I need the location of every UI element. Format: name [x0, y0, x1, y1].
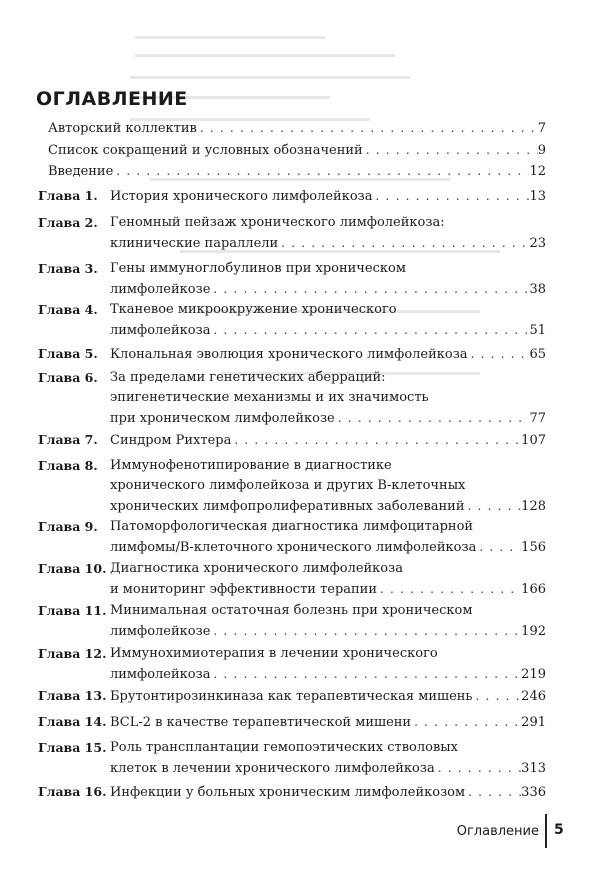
entry-title-line: Роль трансплантации гемопоэтических стволовых — [110, 740, 458, 755]
chapter-number: Глава 6. — [38, 370, 98, 385]
entry-title-line: Иммунофенотипирование в диагностике — [110, 458, 392, 473]
dot-leader — [278, 233, 529, 253]
entry-page-number: 107 — [521, 433, 546, 448]
chapter-number: Глава 10. — [38, 561, 107, 576]
entry-title-line: эпигенетические механизмы и их значимость — [110, 390, 429, 405]
dot-leader — [363, 140, 538, 160]
chapter-number: Глава 1. — [38, 188, 98, 203]
entry-title-line: и мониторинг эффективности терапии — [110, 582, 378, 597]
dot-leader — [335, 408, 530, 428]
footer-divider — [545, 814, 547, 848]
entry-title-line: Диагностика хронического лимфолейкоза — [110, 561, 403, 576]
dot-leader — [476, 537, 521, 557]
chapter-number: Глава 14. — [38, 714, 107, 729]
entry-page-number: 51 — [529, 323, 546, 338]
page-title: ОГЛАВЛЕНИЕ — [36, 88, 188, 110]
entry-title-line: Геномный пейзаж хронического лимфолейкоза: — [110, 215, 445, 230]
chapter-number: Глава 16. — [38, 784, 107, 799]
dot-leader — [210, 621, 521, 641]
entry-title-line: Список сокращений и условных обозначений — [48, 143, 363, 158]
dot-leader — [373, 186, 530, 206]
chapter-number: Глава 13. — [38, 688, 107, 703]
chapter-number: Глава 12. — [38, 646, 107, 661]
entry-title-line: хронических лимфопролиферативных заболеваний — [110, 499, 465, 514]
dot-leader — [468, 344, 530, 364]
entry-title-line: лимфолейкозе — [110, 282, 211, 297]
entry-title-line: Введение — [48, 164, 114, 179]
dot-leader — [377, 579, 521, 599]
entry-page-number: 219 — [521, 667, 546, 682]
entry-page-number: 9 — [537, 143, 546, 158]
dot-leader — [210, 664, 521, 684]
chapter-number: Глава 2. — [38, 215, 98, 230]
chapter-number: Глава 4. — [38, 302, 98, 317]
entry-title-line: при хроническом лимфолейкозе — [110, 411, 335, 426]
entry-title-line: Иммунохимиотерапия в лечении хронического — [110, 646, 438, 661]
entry-title-line: клинические параллели — [110, 236, 279, 251]
entry-page-number: 336 — [521, 785, 546, 800]
running-footer-label: Оглавление — [456, 824, 539, 839]
entry-page-number: 291 — [521, 715, 546, 730]
entry-title-line: лимфолейкоза — [110, 667, 211, 682]
entry-page-number: 13 — [529, 189, 546, 204]
entry-title-line: лимфолейкозе — [110, 624, 211, 639]
entry-title-line: BCL-2 в качестве терапевтической мишени — [110, 715, 412, 730]
chapter-number: Глава 9. — [38, 519, 98, 534]
entry-title-line: хронического лимфолейкоза и других В-клеточных — [110, 478, 466, 493]
dot-leader — [210, 279, 529, 299]
entry-title-line: Клональная эволюция хронического лимфолейкоза — [110, 347, 468, 362]
page-number: 5 — [554, 822, 564, 838]
dot-leader — [231, 430, 521, 450]
dot-leader — [411, 712, 521, 732]
dot-leader — [113, 161, 529, 181]
entry-page-number: 38 — [529, 282, 546, 297]
dot-leader — [465, 496, 522, 516]
entry-page-number: 313 — [521, 761, 546, 776]
chapter-number: Глава 8. — [38, 458, 98, 473]
entry-title-line: Инфекции у больных хроническим лимфолейкозом — [110, 785, 466, 800]
entry-page-number: 192 — [521, 624, 546, 639]
entry-page-number: 166 — [521, 582, 546, 597]
chapter-number: Глава 7. — [38, 432, 98, 447]
dot-leader — [473, 686, 522, 706]
entry-page-number: 77 — [529, 411, 546, 426]
entry-page-number: 128 — [521, 499, 546, 514]
dot-leader — [197, 118, 538, 138]
dot-leader — [465, 782, 521, 802]
entry-title-line: Патоморфологическая диагностика лимфоцитарной — [110, 519, 474, 534]
entry-title-line: За пределами генетических аберраций: — [110, 370, 386, 385]
entry-page-number: 246 — [521, 689, 546, 704]
entry-page-number: 12 — [529, 164, 546, 179]
entry-title-line: Тканевое микроокружение хронического — [110, 302, 397, 317]
entry-page-number: 23 — [529, 236, 546, 251]
entry-title-line: Минимальная остаточная болезнь при хроническом — [110, 603, 473, 618]
entry-title-line: клеток в лечении хронического лимфолейкоза — [110, 761, 435, 776]
entry-title-line: Авторский коллектив — [48, 121, 197, 136]
entry-page-number: 156 — [521, 540, 546, 555]
entry-title-line: Синдром Рихтера — [110, 433, 232, 448]
entry-title-line: История хронического лимфолейкоза — [110, 189, 373, 204]
entry-page-number: 65 — [529, 347, 546, 362]
dot-leader — [210, 320, 529, 340]
entry-title-line: лимфолейкоза — [110, 323, 211, 338]
chapter-number: Глава 5. — [38, 346, 98, 361]
entry-page-number: 7 — [537, 121, 546, 136]
dot-leader — [435, 758, 521, 778]
chapter-number: Глава 3. — [38, 261, 98, 276]
entry-title-line: Брутонтирозинкиназа как терапевтическая мишень — [110, 689, 473, 704]
chapter-number: Глава 11. — [38, 603, 107, 618]
entry-title-line: лимфомы/В-клеточного хронического лимфолейкоза — [110, 540, 477, 555]
entry-title-line: Гены иммуноглобулинов при хроническом — [110, 261, 406, 276]
chapter-number: Глава 15. — [38, 740, 107, 755]
